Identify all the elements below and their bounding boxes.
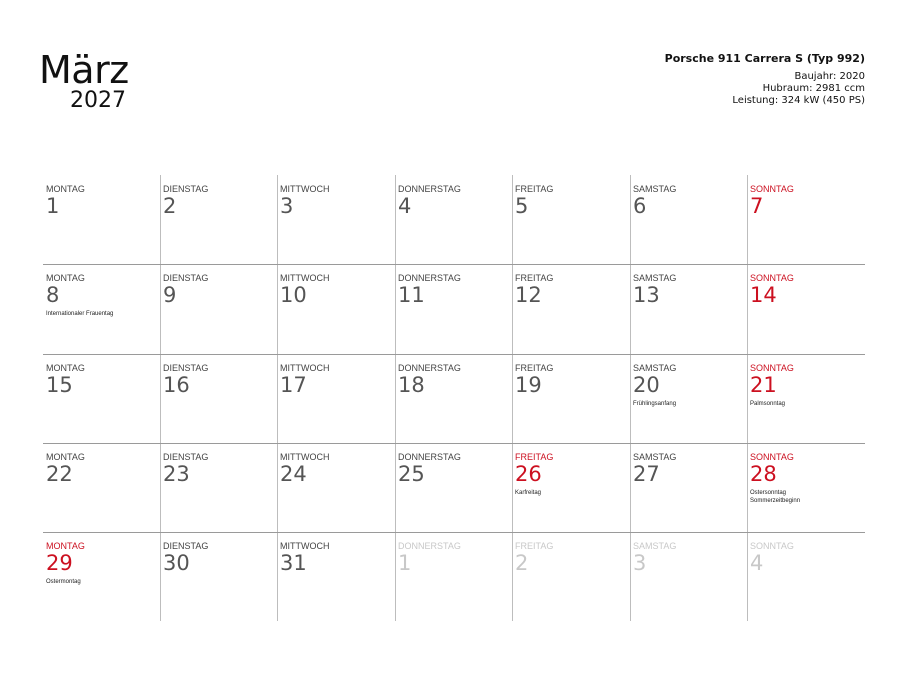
day-number: 21 (750, 373, 777, 397)
day-cell[interactable] (277, 443, 394, 532)
weekday-label: MITTWOCH (280, 452, 330, 462)
car-hubraum: Hubraum: 2981 ccm (762, 83, 865, 94)
holiday-note (46, 310, 113, 318)
holiday-note-line: Frühlingsanfang (633, 401, 677, 407)
day-number: 1 (46, 194, 60, 218)
day-cell[interactable] (160, 443, 277, 532)
day-number: 4 (750, 551, 764, 575)
day-number: 14 (750, 283, 777, 307)
weekday-label: DIENSTAG (163, 363, 209, 373)
day-number: 25 (398, 462, 425, 486)
day-cell[interactable] (395, 175, 512, 264)
day-number: 18 (398, 373, 425, 397)
day-cell[interactable] (747, 532, 864, 621)
holiday-note-line: Ostermontag (46, 579, 81, 585)
day-number: 6 (633, 194, 647, 218)
day-cell[interactable] (512, 354, 629, 443)
day-number: 5 (515, 194, 529, 218)
weekday-label: DIENSTAG (163, 184, 209, 194)
day-cell[interactable] (43, 443, 160, 532)
weekday-label: SONNTAG (750, 541, 794, 551)
month-title: März (39, 48, 129, 92)
day-number: 11 (398, 283, 425, 307)
day-number: 30 (163, 551, 190, 575)
day-cell[interactable] (630, 354, 747, 443)
weekday-label: DIENSTAG (163, 273, 209, 283)
day-number: 17 (280, 373, 307, 397)
weekday-label: SONNTAG (750, 273, 794, 283)
weekday-label: DIENSTAG (163, 541, 209, 551)
weekday-label: DONNERSTAG (398, 273, 461, 283)
day-cell[interactable] (630, 175, 747, 264)
day-number: 24 (280, 462, 307, 486)
weekday-label: DONNERSTAG (398, 363, 461, 373)
weekday-label: MONTAG (46, 452, 85, 462)
day-number: 1 (398, 551, 412, 575)
holiday-note-line: Sommerzeitbeginn (750, 498, 801, 504)
holiday-note-line: Karfreitag (515, 490, 542, 496)
day-cell[interactable] (747, 354, 864, 443)
day-number: 4 (398, 194, 412, 218)
day-cell[interactable] (160, 532, 277, 621)
day-cell[interactable] (395, 443, 512, 532)
holiday-note (633, 400, 676, 408)
day-cell[interactable] (512, 443, 629, 532)
day-cell[interactable] (512, 532, 629, 621)
weekday-label: FREITAG (515, 541, 554, 551)
day-cell[interactable] (277, 532, 394, 621)
weekday-label: SONNTAG (750, 363, 794, 373)
day-number: 22 (46, 462, 73, 486)
weekday-label: MITTWOCH (280, 541, 330, 551)
day-cell[interactable] (512, 264, 629, 353)
weekday-label: SAMSTAG (633, 452, 677, 462)
day-number: 3 (633, 551, 647, 575)
day-number: 2 (163, 194, 177, 218)
weekday-label: FREITAG (515, 363, 554, 373)
day-number: 12 (515, 283, 542, 307)
weekday-label: SAMSTAG (633, 184, 677, 194)
calendar-grid (43, 175, 865, 621)
day-cell[interactable] (160, 175, 277, 264)
holiday-note-line: Ostersonntag (750, 490, 787, 496)
weekday-label: MONTAG (46, 363, 85, 373)
day-number: 2 (515, 551, 529, 575)
day-cell[interactable] (630, 264, 747, 353)
holiday-note (46, 578, 81, 586)
day-cell[interactable] (630, 532, 747, 621)
day-number: 13 (633, 283, 660, 307)
day-cell[interactable] (512, 175, 629, 264)
day-number: 8 (46, 283, 60, 307)
weekday-label: MONTAG (46, 541, 85, 551)
holiday-note (750, 400, 785, 408)
day-cell[interactable] (395, 354, 512, 443)
day-cell[interactable] (43, 354, 160, 443)
day-number: 3 (280, 194, 294, 218)
holiday-note (750, 489, 800, 505)
car-info (665, 53, 865, 107)
day-number: 7 (750, 194, 764, 218)
day-number: 20 (633, 373, 660, 397)
weekday-label: SAMSTAG (633, 273, 677, 283)
day-number: 16 (163, 373, 190, 397)
car-name: Porsche 911 Carrera S (Typ 992) (664, 52, 865, 65)
weekday-label: FREITAG (515, 184, 554, 194)
day-cell[interactable] (277, 175, 394, 264)
weekday-label: DIENSTAG (163, 452, 209, 462)
weekday-label: SONNTAG (750, 184, 794, 194)
weekday-label: SONNTAG (750, 452, 794, 462)
weekday-label: MITTWOCH (280, 273, 330, 283)
day-cell[interactable] (747, 264, 864, 353)
day-cell[interactable] (395, 264, 512, 353)
weekday-label: DONNERSTAG (398, 184, 461, 194)
year-title: 2027 (70, 88, 126, 113)
day-number: 29 (46, 551, 73, 575)
holiday-note-line: Internationaler Frauentag (46, 311, 114, 317)
weekday-label: FREITAG (515, 452, 554, 462)
day-number: 23 (163, 462, 190, 486)
day-number: 15 (46, 373, 73, 397)
day-number: 10 (280, 283, 307, 307)
day-cell[interactable] (747, 175, 864, 264)
day-number: 19 (515, 373, 542, 397)
holiday-note (515, 489, 541, 497)
day-cell[interactable] (277, 354, 394, 443)
weekday-label: MITTWOCH (280, 184, 330, 194)
weekday-label: SAMSTAG (633, 541, 677, 551)
holiday-note-line: Palmsonntag (750, 401, 786, 407)
car-leistung: Leistung: 324 kW (450 PS) (732, 95, 865, 106)
car-baujahr: Baujahr: 2020 (794, 71, 865, 82)
day-cell[interactable] (277, 264, 394, 353)
weekday-label: MONTAG (46, 184, 85, 194)
day-cell[interactable] (747, 443, 864, 532)
weekday-label: FREITAG (515, 273, 554, 283)
weekday-label: MITTWOCH (280, 363, 330, 373)
day-cell[interactable] (160, 354, 277, 443)
weekday-label: MONTAG (46, 273, 85, 283)
day-number: 26 (515, 462, 542, 486)
weekday-label: DONNERSTAG (398, 452, 461, 462)
day-cell[interactable] (43, 532, 160, 621)
day-number: 9 (163, 283, 177, 307)
day-cell[interactable] (395, 532, 512, 621)
day-number: 27 (633, 462, 660, 486)
day-cell[interactable] (160, 264, 277, 353)
weekday-label: DONNERSTAG (398, 541, 461, 551)
weekday-label: SAMSTAG (633, 363, 677, 373)
day-cell[interactable] (43, 264, 160, 353)
day-number: 31 (280, 551, 307, 575)
day-cell[interactable] (43, 175, 160, 264)
day-cell[interactable] (630, 443, 747, 532)
day-number: 28 (750, 462, 777, 486)
